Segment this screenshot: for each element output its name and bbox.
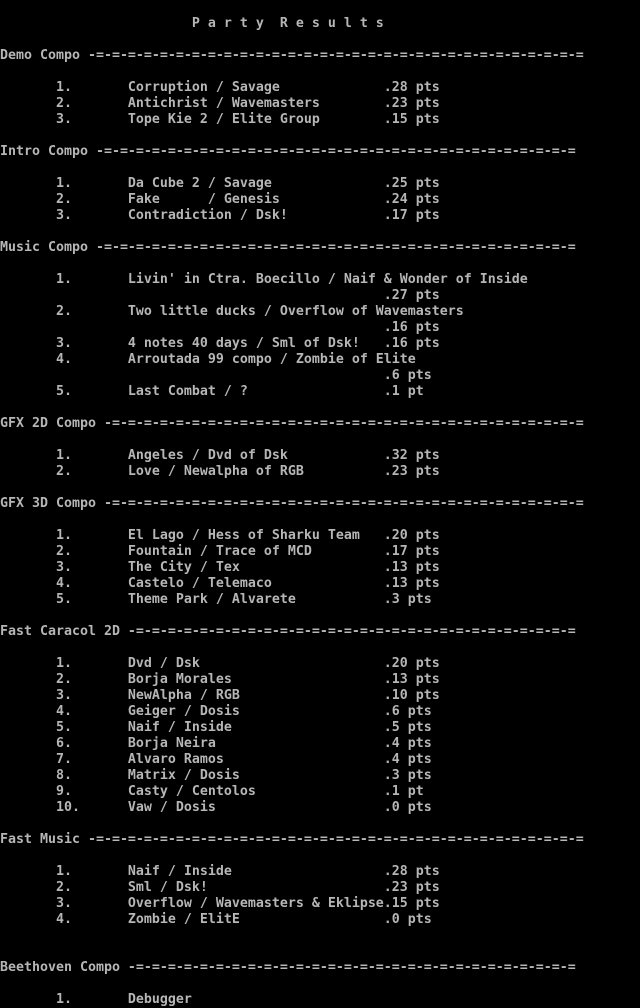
result-row: 7. Alvaro Ramos .4 pts: [0, 752, 432, 767]
result-points-row: .6 pts: [0, 368, 432, 383]
result-row: 1. Angeles / Dvd of Dsk .32 pts: [0, 448, 440, 463]
result-row: 2. Antichrist / Wavemasters .23 pts: [0, 96, 440, 111]
page-title: P a r t y R e s u l t s: [0, 16, 384, 31]
result-row: 3. Tope Kie 2 / Elite Group .15 pts: [0, 112, 440, 127]
section-header-beethoven-compo: Beethoven Compo -=-=-=-=-=-=-=-=-=-=-=-=-=-=-=-=-=-=-=-=-=-=-=-=-=-=-=-=: [0, 960, 576, 975]
result-row: 1. Dvd / Dsk .20 pts: [0, 656, 440, 671]
result-row: 1. Debugger: [0, 992, 192, 1007]
result-row: 3. Contradiction / Dsk! .17 pts: [0, 208, 440, 223]
result-row: 4. Zombie / ElitE .0 pts: [0, 912, 432, 927]
section-header-intro-compo: Intro Compo -=-=-=-=-=-=-=-=-=-=-=-=-=-=-=-=-=-=-=-=-=-=-=-=-=-=-=-=-=-=: [0, 144, 576, 159]
result-row: 9. Casty / Centolos .1 pt: [0, 784, 424, 799]
result-row: 3. Overflow / Wavemasters & Eklipse.15 pts: [0, 896, 440, 911]
section-header-music-compo: Music Compo -=-=-=-=-=-=-=-=-=-=-=-=-=-=-=-=-=-=-=-=-=-=-=-=-=-=-=-=-=-=: [0, 240, 576, 255]
result-row: 3. 4 notes 40 days / Sml of Dsk! .16 pts: [0, 336, 440, 351]
result-row: 5. Naif / Inside .5 pts: [0, 720, 432, 735]
result-row: 5. Last Combat / ? .1 pt: [0, 384, 424, 399]
section-header-demo-compo: Demo Compo -=-=-=-=-=-=-=-=-=-=-=-=-=-=-=-=-=-=-=-=-=-=-=-=-=-=-=-=-=-=-=: [0, 48, 584, 63]
result-row: 10. Vaw / Dosis .0 pts: [0, 800, 432, 815]
result-row: 5. Theme Park / Alvarete .3 pts: [0, 592, 432, 607]
result-row: 2. Fountain / Trace of MCD .17 pts: [0, 544, 440, 559]
result-points-row: .16 pts: [0, 320, 440, 335]
result-row: 2. Borja Morales .13 pts: [0, 672, 440, 687]
result-row: 4. Geiger / Dosis .6 pts: [0, 704, 432, 719]
result-row: 2. Love / Newalpha of RGB .23 pts: [0, 464, 440, 479]
result-points-row: .27 pts: [0, 288, 440, 303]
result-row: 1. Livin' in Ctra. Boecillo / Naif & Wonder of Inside: [0, 272, 528, 287]
result-row: 8. Matrix / Dosis .3 pts: [0, 768, 432, 783]
result-row: 1. Da Cube 2 / Savage .25 pts: [0, 176, 440, 191]
section-header-fast-caracol-2d: Fast Caracol 2D -=-=-=-=-=-=-=-=-=-=-=-=-=-=-=-=-=-=-=-=-=-=-=-=-=-=-=-=: [0, 624, 576, 639]
result-row: 3. NewAlpha / RGB .10 pts: [0, 688, 440, 703]
result-row: 4. Arroutada 99 compo / Zombie of Elite: [0, 352, 416, 367]
result-row: 6. Borja Neira .4 pts: [0, 736, 432, 751]
section-header-gfx-3d-compo: GFX 3D Compo -=-=-=-=-=-=-=-=-=-=-=-=-=-=-=-=-=-=-=-=-=-=-=-=-=-=-=-=-=-=: [0, 496, 584, 511]
result-row: 1. El Lago / Hess of Sharku Team .20 pts: [0, 528, 440, 543]
section-header-fast-music: Fast Music -=-=-=-=-=-=-=-=-=-=-=-=-=-=-=-=-=-=-=-=-=-=-=-=-=-=-=-=-=-=-=: [0, 832, 584, 847]
result-row: 1. Naif / Inside .28 pts: [0, 864, 440, 879]
section-header-gfx-2d-compo: GFX 2D Compo -=-=-=-=-=-=-=-=-=-=-=-=-=-=-=-=-=-=-=-=-=-=-=-=-=-=-=-=-=-=: [0, 416, 584, 431]
result-row: 3. The City / Tex .13 pts: [0, 560, 440, 575]
result-row: 1. Corruption / Savage .28 pts: [0, 80, 440, 95]
result-row: 2. Two little ducks / Overflow of Wavemasters: [0, 304, 464, 319]
result-row: 2. Fake / Genesis .24 pts: [0, 192, 440, 207]
result-row: 2. Sml / Dsk! .23 pts: [0, 880, 440, 895]
result-row: 4. Castelo / Telemaco .13 pts: [0, 576, 440, 591]
